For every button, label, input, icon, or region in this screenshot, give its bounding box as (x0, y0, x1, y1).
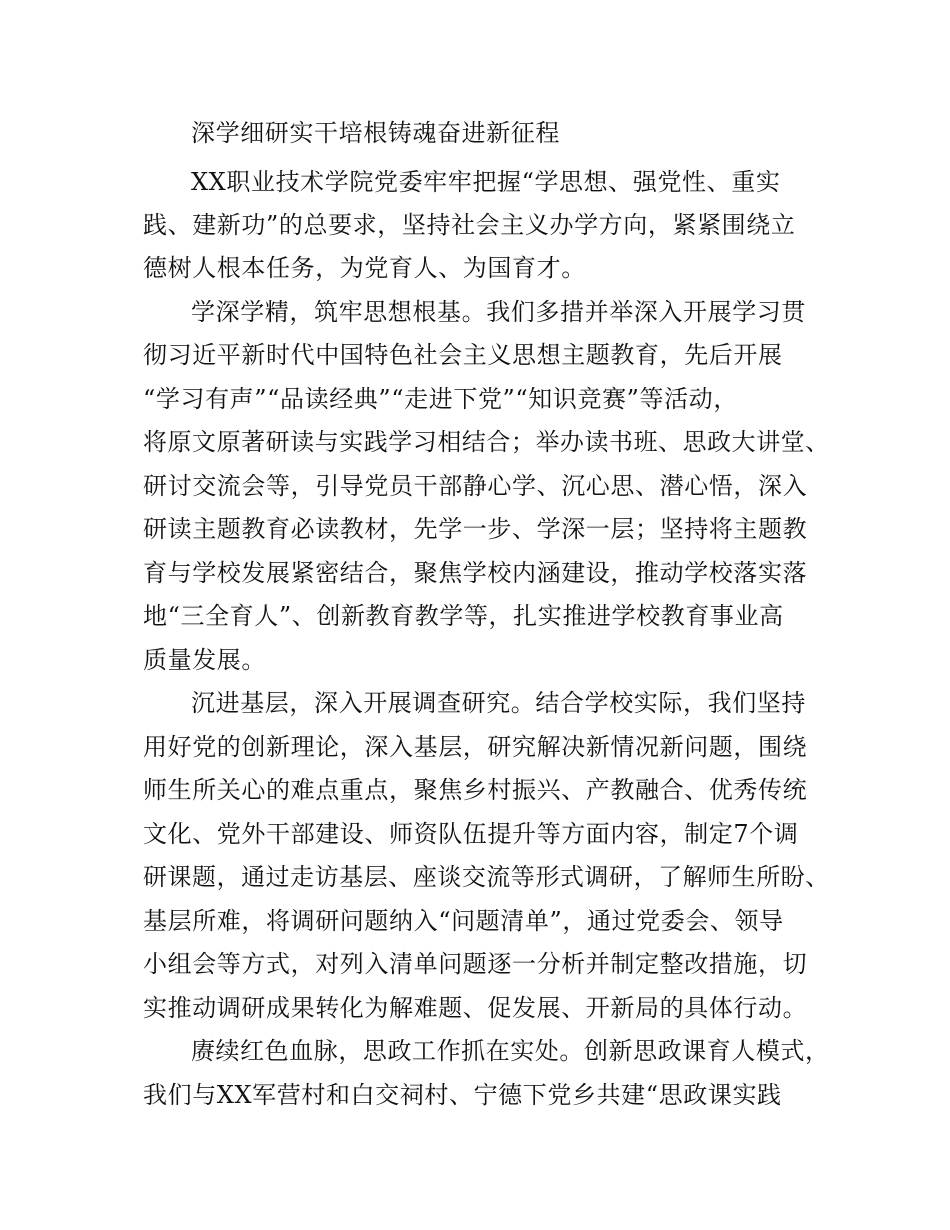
paragraph-3-line-2: 用好党的创新理论，深入基层，研究解决新情况新问题，围绕 (143, 733, 808, 761)
paragraph-2-line-4: 将原文原著研读与实践学习相结合；举办读书班、思政大讲堂、 (143, 428, 830, 456)
paragraph-4-line-1: 赓续红色血脉，思政工作抓在实处。创新思政课育人模式， (191, 1037, 830, 1065)
document-title: 深学细研实干培根铸魂奋进新征程 (191, 119, 560, 147)
paragraph-3-line-6: 基层所难，将调研问题纳入“问题清单”，通过党委会、领导 (143, 907, 784, 935)
paragraph-3-line-5: 研课题，通过走访基层、座谈交流等形式调研，了解师生所盼、 (143, 863, 830, 891)
paragraph-2-line-1: 学深学精，筑牢思想根基。我们多措并举深入开展学习贯 (191, 298, 806, 326)
paragraph-3-line-7: 小组会等方式，对列入清单问题逐一分析并制定整改措施，切 (143, 950, 808, 978)
paragraph-3-line-3: 师生所关心的难点重点，聚焦乡村振兴、产教融合、优秀传统 (143, 776, 808, 804)
paragraph-1-line-2: 践、建新功”的总要求，坚持社会主义办学方向，紧紧围绕立 (143, 211, 796, 239)
paragraph-2-line-9: 质量发展。 (143, 646, 266, 674)
paragraph-2-line-3: “学习有声”“品读经典”“走进下党”“知识竞赛”等活动， (143, 385, 738, 413)
paragraph-3-line-8: 实推动调研成果转化为解难题、促发展、开新局的具体行动。 (143, 994, 808, 1022)
paragraph-2-line-7: 育与学校发展紧密结合，聚焦学校内涵建设，推动学校落实落 (143, 559, 808, 587)
paragraph-2-line-5: 研讨交流会等，引导党员干部静心学、沉心思、潜心悟，深入 (143, 472, 808, 500)
paragraph-3-line-1: 沉进基层，深入开展调查研究。结合学校实际，我们坚持 (191, 689, 806, 717)
paragraph-1-line-3: 德树人根本任务，为党育人、为国育才。 (143, 254, 586, 282)
paragraph-3-line-4: 文化、党外干部建设、师资队伍提升等方面内容，制定7个调 (143, 820, 799, 848)
paragraph-4-line-2: 我们与XX军营村和白交祠村、宁德下党乡共建“思政课实践 (143, 1081, 782, 1109)
paragraph-2-line-6: 研读主题教育必读教材，先学一步、学深一层；坚持将主题教 (143, 515, 808, 543)
paragraph-1-line-1: XX职业技术学院党委牢牢把握“学思想、强党性、重实 (191, 168, 781, 196)
paragraph-2-line-2: 彻习近平新时代中国特色社会主义思想主题教育，先后开展 (143, 341, 783, 369)
paragraph-2-line-8: 地“三全育人”、创新教育教学等，扎实推进学校教育事业高 (143, 602, 784, 630)
